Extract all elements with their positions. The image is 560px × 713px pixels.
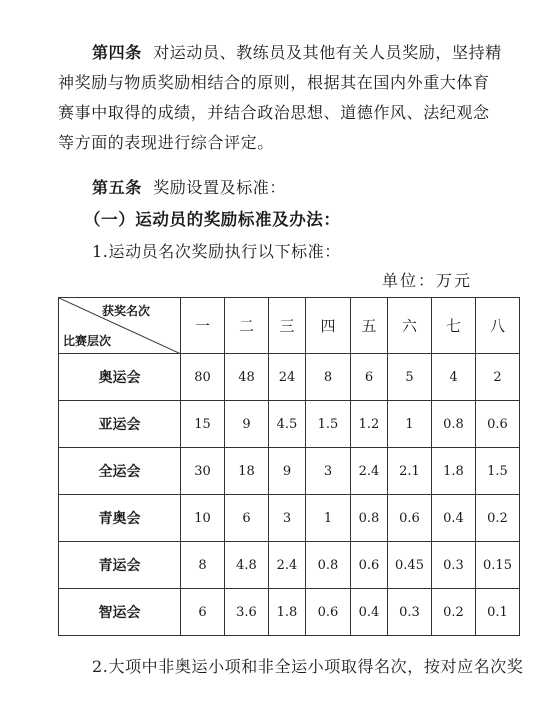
value-cell: 48 (225, 354, 269, 401)
level-cell: 奥运会 (59, 354, 181, 401)
value-cell: 8 (181, 542, 225, 589)
rank-header: 四 (306, 298, 351, 354)
value-cell: 6 (225, 495, 269, 542)
article-5-label: 第五条 (92, 178, 142, 197)
value-cell: 18 (225, 448, 269, 495)
rank-header: 八 (476, 298, 520, 354)
value-cell: 0.6 (388, 495, 432, 542)
value-cell: 80 (181, 354, 225, 401)
value-cell: 1 (306, 495, 351, 542)
value-cell: 15 (181, 401, 225, 448)
value-cell: 0.6 (351, 542, 388, 589)
section-1-heading: （一）运动员的奖励标准及办法： (84, 210, 341, 229)
value-cell: 1 (388, 401, 432, 448)
level-cell: 青运会 (59, 542, 181, 589)
article-4-paragraph (58, 38, 506, 158)
value-cell: 2.1 (388, 448, 432, 495)
value-cell: 5 (388, 354, 432, 401)
article-5-line (92, 173, 286, 203)
value-cell: 2.4 (269, 542, 306, 589)
table-corner-header (59, 298, 181, 354)
rank-header: 一 (181, 298, 225, 354)
header-level-label: 比赛层次 (63, 334, 112, 348)
value-cell: 4.5 (269, 401, 306, 448)
table-row (59, 401, 520, 448)
article-5-text: 奖励设置及标准： (153, 178, 286, 197)
value-cell: 8 (306, 354, 351, 401)
value-cell: 0.6 (306, 589, 351, 636)
value-cell: 0.4 (351, 589, 388, 636)
table-row (59, 495, 520, 542)
table-row (59, 354, 520, 401)
value-cell: 0.3 (388, 589, 432, 636)
rank-header: 六 (388, 298, 432, 354)
value-cell: 0.3 (432, 542, 476, 589)
value-cell: 0.1 (476, 589, 520, 636)
value-cell: 3 (269, 495, 306, 542)
value-cell: 30 (181, 448, 225, 495)
rank-header: 三 (269, 298, 306, 354)
value-cell: 0.2 (476, 495, 520, 542)
value-cell: 1.5 (306, 401, 351, 448)
article-4-label: 第四条 (92, 43, 142, 62)
table-row (59, 448, 520, 495)
value-cell: 9 (225, 401, 269, 448)
value-cell: 1.8 (269, 589, 306, 636)
value-cell: 1.2 (351, 401, 388, 448)
value-cell: 24 (269, 354, 306, 401)
table-header-row (59, 298, 520, 354)
value-cell: 0.15 (476, 542, 520, 589)
value-cell: 0.8 (351, 495, 388, 542)
table-row (59, 589, 520, 636)
rank-header: 七 (432, 298, 476, 354)
level-cell: 智运会 (59, 589, 181, 636)
level-cell: 青奥会 (59, 495, 181, 542)
value-cell: 10 (181, 495, 225, 542)
article-4-text: 对运动员、教练员及其他有关人员奖励，坚持精神奖励与物质奖励相结合的原则，根据其在国内外重大体育赛事中取得的成绩，并结合政治思想、道德作风、法纪观念等方面的表现进行综合评定。 (58, 43, 502, 152)
award-table (58, 297, 520, 636)
value-cell: 1.5 (476, 448, 520, 495)
value-cell: 9 (269, 448, 306, 495)
rank-header: 二 (225, 298, 269, 354)
value-cell: 0.6 (476, 401, 520, 448)
value-cell: 0.8 (432, 401, 476, 448)
header-rank-label: 获奖名次 (101, 304, 150, 318)
table-row (59, 542, 520, 589)
value-cell: 4.8 (225, 542, 269, 589)
value-cell: 0.8 (306, 542, 351, 589)
value-cell: 4 (432, 354, 476, 401)
level-cell: 全运会 (59, 448, 181, 495)
value-cell: 0.2 (432, 589, 476, 636)
value-cell: 2 (476, 354, 520, 401)
value-cell: 2.4 (351, 448, 388, 495)
value-cell: 6 (181, 589, 225, 636)
value-cell: 0.45 (388, 542, 432, 589)
value-cell: 3 (306, 448, 351, 495)
item-2-text: 2.大项中非奥运小项和非全运小项取得名次，按对应名次奖 (92, 657, 524, 676)
unit-label: 单位：万元 (382, 271, 473, 290)
value-cell: 3.6 (225, 589, 269, 636)
level-cell: 亚运会 (59, 401, 181, 448)
item-1-text: 1.运动员名次奖励执行以下标准： (92, 242, 341, 261)
value-cell: 6 (351, 354, 388, 401)
value-cell: 1.8 (432, 448, 476, 495)
value-cell: 0.4 (432, 495, 476, 542)
rank-header: 五 (351, 298, 388, 354)
